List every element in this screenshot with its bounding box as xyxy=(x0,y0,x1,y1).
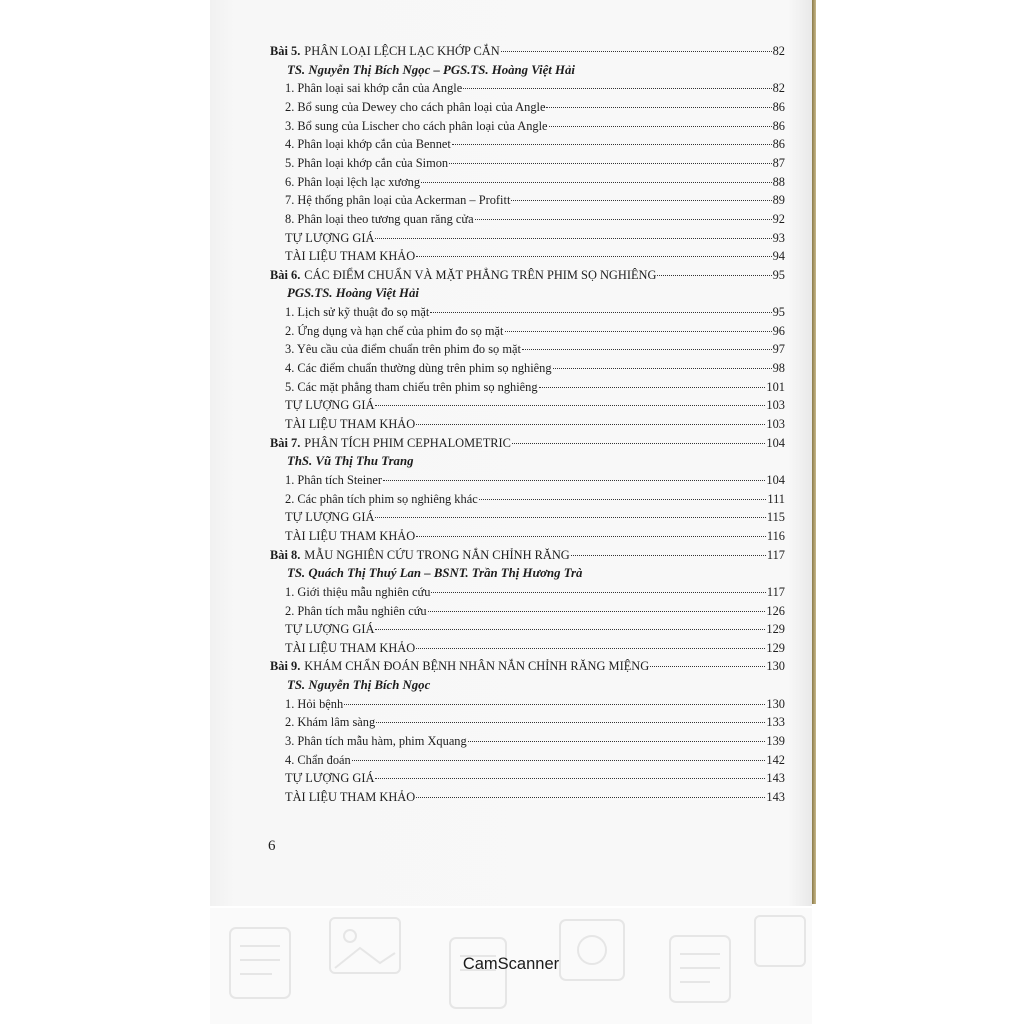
lesson-number: Bài 7. xyxy=(270,435,301,450)
toc-entry-title: TỰ LƯỢNG GIÁ xyxy=(285,398,375,413)
dot-leader xyxy=(479,498,767,500)
dot-leader xyxy=(421,181,772,183)
author-line: TS. Nguyễn Thị Bích Ngọc xyxy=(287,678,431,693)
toc-lesson-entry xyxy=(270,659,785,677)
toc-page-number: 95 xyxy=(772,305,785,320)
toc-entry xyxy=(285,324,785,342)
toc-entry xyxy=(285,398,785,416)
toc-page-number: 104 xyxy=(766,435,785,450)
toc-entry-title: TÀI LIỆU THAM KHẢO xyxy=(285,528,416,543)
toc-entry-title: TỰ LƯỢNG GIÁ xyxy=(285,510,375,525)
toc-entry xyxy=(285,100,785,118)
toc-entry-title: 1. Lịch sử kỹ thuật đo sọ mặt xyxy=(285,305,430,320)
dot-leader xyxy=(428,610,766,612)
dot-leader xyxy=(352,759,766,761)
dot-leader xyxy=(505,330,772,332)
dot-leader xyxy=(449,162,771,164)
toc-entry xyxy=(285,380,785,398)
lesson-number: Bài 6. xyxy=(270,267,301,282)
toc-page-number: 101 xyxy=(766,379,785,394)
toc-entry-title: 2. Ứng dụng và hạn chế của phim đo sọ mặt xyxy=(285,323,504,338)
toc-entry-title: 1. Phân tích Steiner xyxy=(285,472,383,487)
toc-page-number: 88 xyxy=(772,174,785,189)
footer-left xyxy=(0,908,210,1024)
toc-page-number: 94 xyxy=(772,249,785,264)
dot-leader xyxy=(549,125,772,127)
dot-leader xyxy=(416,255,771,257)
toc-entry xyxy=(285,212,785,230)
toc-entry xyxy=(285,641,785,659)
lesson-title: PHÂN LOẠI LỆCH LẠC KHỚP CẮN xyxy=(304,44,500,58)
scanner-footer xyxy=(210,908,812,1024)
toc-page-number: 129 xyxy=(766,640,785,655)
background-right xyxy=(812,0,1024,908)
toc-entry xyxy=(285,193,785,211)
toc-page-number: 92 xyxy=(772,211,785,226)
toc-entry xyxy=(285,492,785,510)
lesson-title: CÁC ĐIỂM CHUẨN VÀ MẶT PHẲNG TRÊN PHIM SỌ NGHIÊNG xyxy=(304,267,657,282)
toc-lesson-entry xyxy=(270,436,785,454)
dot-leader xyxy=(452,143,772,145)
lesson-title: MẪU NGHIÊN CỨU TRONG NẮN CHỈNH RĂNG xyxy=(304,547,570,562)
toc-page-number: 143 xyxy=(766,790,785,804)
dot-leader xyxy=(375,237,771,239)
toc-entry-title: TÀI LIỆU THAM KHẢO xyxy=(285,640,416,655)
toc-page-number: 87 xyxy=(772,155,785,170)
toc-entry-title: TÀI LIỆU THAM KHẢO xyxy=(285,790,416,804)
toc-page-number: 89 xyxy=(772,193,785,208)
toc-entry-title: TỰ LƯỢNG GIÁ xyxy=(285,230,375,245)
page-number: 6 xyxy=(268,838,276,854)
toc-page-number: 111 xyxy=(767,491,785,506)
dot-leader xyxy=(375,777,765,779)
dot-leader xyxy=(383,479,765,481)
toc-entry-title xyxy=(270,44,500,59)
toc-entry xyxy=(285,585,785,603)
toc-entry-title: 3. Yêu cầu của điểm chuẩn trên phim đo sọ mặt xyxy=(285,342,521,357)
toc-lesson-entry xyxy=(270,44,785,62)
toc-page-number: 143 xyxy=(766,771,785,786)
toc-page-number: 97 xyxy=(772,342,785,357)
book-edge xyxy=(812,0,816,904)
author-line: PGS.TS. Hoàng Việt Hải xyxy=(287,286,419,301)
camscanner-label: CamScanner xyxy=(462,955,560,973)
toc-entry-title: TỰ LƯỢNG GIÁ xyxy=(285,771,375,786)
dot-leader xyxy=(344,703,765,705)
dot-leader xyxy=(416,535,766,537)
toc-entry-title: 1. Hỏi bệnh xyxy=(285,696,344,711)
toc-page-number: 130 xyxy=(766,696,785,711)
author-line: TS. Nguyễn Thị Bích Ngọc – PGS.TS. Hoàng Việt Hải xyxy=(287,62,575,77)
toc-entry xyxy=(285,305,785,323)
author-line: TS. Quách Thị Thuý Lan – BSNT. Trần Thị Hương Trà xyxy=(287,566,583,581)
toc-page-number: 142 xyxy=(766,752,785,767)
dot-leader xyxy=(463,87,771,89)
dot-leader xyxy=(430,311,771,313)
lesson-number: Bài 8. xyxy=(270,547,301,562)
toc-page-number: 86 xyxy=(772,99,785,114)
document-page xyxy=(210,0,812,906)
dot-leader xyxy=(501,50,772,52)
toc-page-number: 126 xyxy=(766,603,785,618)
dot-leader xyxy=(376,721,765,723)
toc-entry xyxy=(285,771,785,789)
toc-entry xyxy=(285,342,785,360)
dot-leader xyxy=(511,199,771,201)
toc-entry xyxy=(285,119,785,137)
toc-entry xyxy=(285,604,785,622)
dot-leader xyxy=(375,404,765,406)
toc-entry-title: 8. Phân loại theo tương quan răng cửa xyxy=(285,211,474,226)
dot-leader xyxy=(468,740,766,742)
toc-entry xyxy=(285,715,785,733)
toc-entry-title: 3. Phân tích mẫu hàm, phim Xquang xyxy=(285,734,467,749)
toc-entry-title: 6. Phân loại lệch lạc xương xyxy=(285,174,421,189)
toc-entry-title xyxy=(270,268,656,283)
dot-leader xyxy=(375,628,765,630)
dot-leader xyxy=(375,516,765,518)
toc-page-number: 95 xyxy=(772,267,785,282)
toc-entry xyxy=(285,249,785,267)
toc-page-number: 117 xyxy=(766,584,785,599)
toc-lesson-entry xyxy=(270,268,785,286)
toc-entry xyxy=(285,175,785,193)
toc-page-number: 139 xyxy=(766,734,785,749)
toc-entry-title: 4. Chẩn đoán xyxy=(285,752,351,767)
toc-entry-title: TỰ LƯỢNG GIÁ xyxy=(285,622,375,637)
toc-page-number: 82 xyxy=(772,81,785,96)
toc-entry-title xyxy=(270,548,570,563)
toc-page-number: 103 xyxy=(766,398,785,413)
toc-entry xyxy=(285,529,785,547)
dot-leader xyxy=(512,442,765,444)
toc-page-number: 98 xyxy=(772,361,785,376)
toc-lesson-entry xyxy=(270,548,785,566)
toc-page-number: 130 xyxy=(766,659,785,674)
dot-leader xyxy=(657,274,771,276)
toc-page-number: 104 xyxy=(766,472,785,487)
toc-page-number: 93 xyxy=(772,230,785,245)
toc-entry-title: TÀI LIỆU THAM KHẢO xyxy=(285,417,416,431)
lesson-title: PHÂN TÍCH PHIM CEPHALOMETRIC xyxy=(304,435,511,450)
dot-leader xyxy=(553,367,772,369)
lesson-title: KHÁM CHẨN ĐOÁN BỆNH NHÂN NẮN CHỈNH RĂNG MIỆNG xyxy=(304,659,650,674)
toc-entry-title: 1. Phân loại sai khớp cắn của Angle xyxy=(285,81,463,96)
background-left xyxy=(0,0,210,908)
toc-entry-title: 7. Hệ thống phân loại của Ackerman – Profitt xyxy=(285,193,511,208)
dot-leader xyxy=(571,554,766,556)
toc-entry xyxy=(285,790,785,808)
dot-leader xyxy=(416,423,765,425)
toc-entry xyxy=(285,473,785,491)
dot-leader xyxy=(416,796,765,798)
toc-entry xyxy=(285,137,785,155)
toc-page-number: 117 xyxy=(766,547,785,562)
toc-entry-title: 3. Bổ sung của Lischer cho cách phân loại của Angle xyxy=(285,118,548,133)
lesson-number: Bài 5. xyxy=(270,44,301,58)
dot-leader xyxy=(546,106,771,108)
toc-entry-title: 2. Bổ sung của Dewey cho cách phân loại của Angle xyxy=(285,99,546,114)
toc-entry xyxy=(285,156,785,174)
toc-entry-title xyxy=(270,659,649,674)
toc-entry xyxy=(285,622,785,640)
dot-leader xyxy=(650,665,765,667)
toc-entry-title xyxy=(270,436,511,451)
toc-entry-title: 1. Giới thiệu mẫu nghiên cứu xyxy=(285,584,431,599)
toc-entry xyxy=(285,697,785,715)
toc-entry-title: 2. Phân tích mẫu nghiên cứu xyxy=(285,603,427,618)
toc-page-number: 133 xyxy=(766,715,785,730)
dot-leader xyxy=(475,218,772,220)
toc-entry xyxy=(285,231,785,249)
dot-leader xyxy=(539,386,766,388)
toc-page-number: 96 xyxy=(772,323,785,338)
dot-leader xyxy=(431,591,765,593)
toc-entry xyxy=(285,81,785,99)
toc-entry-title: 2. Các phân tích phim sọ nghiêng khác xyxy=(285,491,478,506)
toc-entry xyxy=(285,361,785,379)
toc-entry xyxy=(285,753,785,771)
toc-page-number: 116 xyxy=(766,528,785,543)
toc-page-number: 115 xyxy=(766,510,785,525)
toc-entry xyxy=(285,734,785,752)
toc-page-number: 82 xyxy=(772,44,785,58)
toc-page-number: 129 xyxy=(766,622,785,637)
footer-right xyxy=(812,908,1024,1024)
toc-entry-title: 5. Phân loại khớp cắn của Simon xyxy=(285,155,449,170)
toc-entry-title: 2. Khám lâm sàng xyxy=(285,715,376,730)
toc-entry-title: 4. Phân loại khớp cắn của Bennet xyxy=(285,137,451,152)
dot-leader xyxy=(416,647,765,649)
toc-entry-title: TÀI LIỆU THAM KHẢO xyxy=(285,249,416,264)
toc-entry-title: 4. Các điểm chuẩn thường dùng trên phim sọ nghiêng xyxy=(285,361,552,376)
toc-entry xyxy=(285,417,785,435)
toc-page-number: 86 xyxy=(772,137,785,152)
toc-entry xyxy=(285,510,785,528)
toc-entry-title: 5. Các mặt phẳng tham chiếu trên phim sọ nghiêng xyxy=(285,379,538,394)
toc-page-number: 86 xyxy=(772,118,785,133)
author-line: ThS. Vũ Thị Thu Trang xyxy=(287,454,414,469)
toc-page-number: 103 xyxy=(766,417,785,431)
lesson-number: Bài 9. xyxy=(270,659,301,674)
dot-leader xyxy=(522,348,772,350)
